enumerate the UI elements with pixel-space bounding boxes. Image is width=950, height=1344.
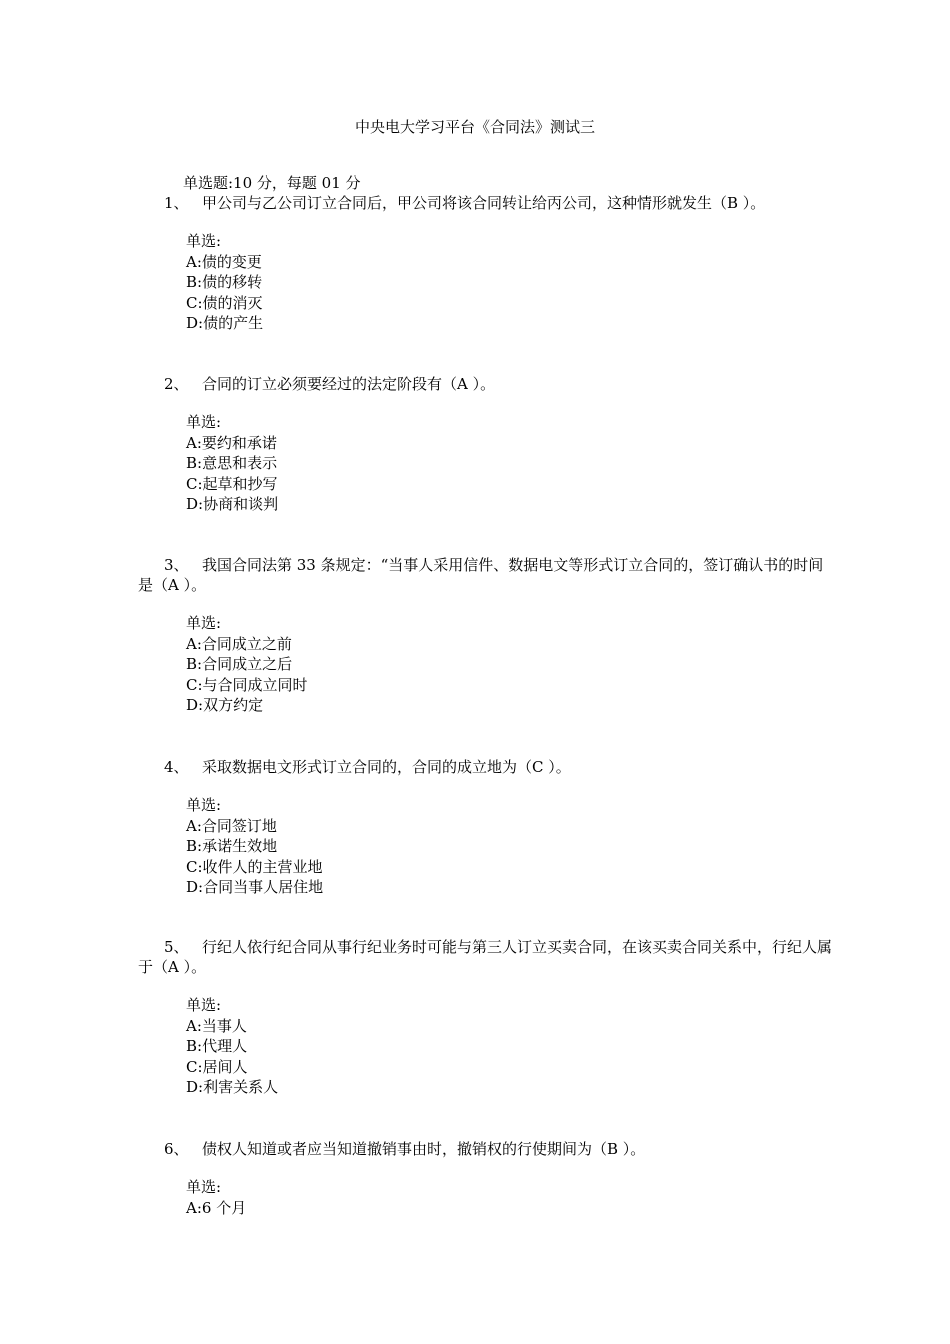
question-stem	[138, 193, 838, 213]
question-text: 甲公司与乙公司订立合同后，甲公司将该合同转让给丙公司，这种情形就发生（B ）。	[202, 194, 766, 212]
option-d: D:协商和谈判	[186, 495, 279, 513]
question-4	[138, 757, 838, 898]
options-list	[186, 231, 838, 334]
question-stem	[138, 555, 838, 595]
question-2	[138, 374, 838, 515]
question-1	[138, 193, 838, 334]
option-a: A:债的变更	[186, 252, 262, 271]
option-b: B:合同成立之后	[186, 655, 293, 673]
options-list	[186, 412, 838, 515]
question-stem	[138, 757, 838, 777]
option-d: D:利害关系人	[186, 1078, 279, 1096]
option-a: A:6 个月	[186, 1198, 247, 1217]
question-number: 5、	[164, 938, 189, 956]
options-list	[186, 1177, 838, 1218]
question-type-label: 单选:	[186, 413, 222, 431]
question-stem	[138, 937, 838, 977]
question-text: 合同的订立必须要经过的法定阶段有（A ）。	[202, 375, 496, 393]
question-number: 1、	[164, 194, 189, 212]
option-c: C:居间人	[186, 1057, 248, 1076]
option-b: B:意思和表示	[186, 454, 278, 472]
question-text: 我国合同法第 33 条规定：“当事人采用信件、数据电文等形式订立合同的，签订确认书的时间是（A ）。	[138, 556, 824, 594]
question-type-label: 单选:	[186, 796, 222, 814]
option-a: A:当事人	[186, 1016, 247, 1035]
question-type-label: 单选:	[186, 232, 222, 250]
question-number: 6、	[164, 1140, 189, 1158]
question-number: 4、	[164, 758, 189, 776]
question-text: 行纪人依行纪合同从事行纪业务时可能与第三人订立买卖合同，在该买卖合同关系中，行纪人属于（A ）。	[138, 938, 833, 976]
question-number: 3、	[164, 556, 189, 574]
section-header: 单选题:10 分，每题 01 分	[183, 174, 361, 192]
option-b: B:债的移转	[186, 273, 263, 291]
question-3	[138, 555, 838, 716]
question-6	[138, 1139, 838, 1218]
document-title: 中央电大学习平台《合同法》测试三	[354, 118, 595, 136]
option-c: C:起草和抄写	[186, 474, 278, 493]
options-list	[186, 613, 838, 716]
question-text: 债权人知道或者应当知道撤销事由时，撤销权的行使期间为（B ）。	[202, 1140, 646, 1158]
options-list	[186, 995, 838, 1098]
question-text: 采取数据电文形式订立合同的，合同的成立地为（C ）。	[202, 758, 571, 776]
options-list	[186, 795, 838, 898]
option-a: A:合同签订地	[186, 816, 277, 835]
question-5	[138, 937, 838, 1098]
question-type-label: 单选:	[186, 1178, 222, 1196]
option-d: D:合同当事人居住地	[186, 878, 324, 896]
question-number: 2、	[164, 375, 189, 393]
option-c: C:债的消灭	[186, 293, 263, 312]
option-b: B:承诺生效地	[186, 837, 278, 855]
question-stem	[138, 1139, 838, 1159]
question-type-label: 单选:	[186, 614, 222, 632]
option-a: A:要约和承诺	[186, 433, 277, 452]
option-a: A:合同成立之前	[186, 634, 292, 653]
option-d: D:双方约定	[186, 696, 264, 714]
option-c: C:收件人的主营业地	[186, 857, 323, 876]
option-b: B:代理人	[186, 1037, 248, 1055]
question-type-label: 单选:	[186, 996, 222, 1014]
option-d: D:债的产生	[186, 314, 264, 332]
option-c: C:与合同成立同时	[186, 675, 308, 694]
question-stem	[138, 374, 838, 394]
